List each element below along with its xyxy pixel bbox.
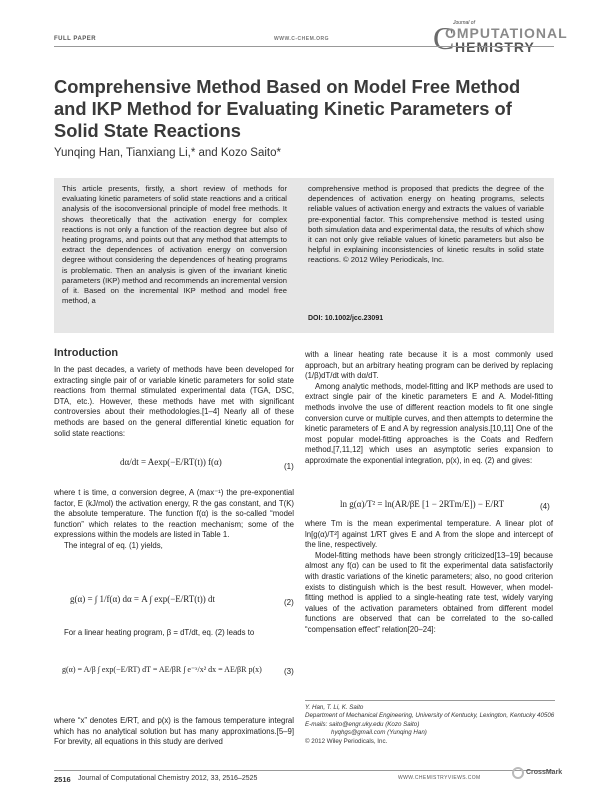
logo-computational: OMPUTATIONAL (445, 25, 568, 41)
affiliation-block (305, 704, 555, 746)
intro-paragraph-4: For a linear heating program, β = dT/dt, eq. (2) leads to (64, 628, 255, 637)
header-url[interactable]: WWW.C-CHEM.ORG (274, 36, 330, 42)
abstract-box (54, 178, 554, 333)
header-section-label: FULL PAPER (54, 36, 97, 42)
right-paragraph-4: Model-fitting methods have been strongly criticized[13–19] because almost any f(α) can be used to fit the experimental data satisfactorily with drastic variations of the kinetic parameters; also, no good criterion exists to distinguish which is the best result. However, when model-fitting method is applied to a single-heating rate test, widely varying values of the activation parameters obtained from different model functions are observed that can be correlated to the so-called “compensation effect” relation[20–24]: (305, 550, 553, 634)
journal-logo (433, 20, 583, 60)
left-column (54, 365, 294, 439)
affiliation-rule (305, 700, 555, 701)
footer-citation: Journal of Computational Chemistry 2012, 33, 2516–2525 (78, 775, 258, 782)
right-paragraph-1: with a linear heating rate because it is a most commonly used approach, but an arbitrary heating program can be derived by replacing (1/β)dT/dt with dα/dT. (305, 350, 553, 381)
equation-3-number: (3) (284, 667, 294, 676)
affiliation-email-2[interactable]: hyqhgs@gmail.com (Yunqing Han) (331, 729, 427, 737)
intro-paragraph-3: The integral of eq. (1) yields, (64, 540, 163, 550)
affiliation-dept: Department of Mechanical Engineering, University of Kentucky, Lexington, Kentucky 40506 (305, 712, 555, 720)
header-rule (54, 46, 554, 47)
logo-initial: C (433, 20, 455, 56)
intro-paragraph-2: where t is time, α conversion degree, A (max⁻¹) the pre-exponential factor, E (kJ/mol) the activation energy, R the gas constant, and T(K) the absolute temperature. The function f(α) is the so-called “model function” which relates to the reaction mechanism; some of the expressions within the models are listed in Table 1. (54, 488, 294, 540)
doi[interactable]: DOI: 10.1002/jcc.23091 (308, 315, 384, 322)
equation-4: ln g(α)/T² = ln(AR/βE [1 − 2RTm/E]) − E/RT (340, 499, 505, 509)
affiliation-copyright: © 2012 Wiley Periodicals, Inc. (305, 737, 388, 745)
article-title: Comprehensive Method Based on Model Free Method and IKP Method for Evaluating Kinetic Parameters of Solid State Reactions (54, 76, 521, 141)
footer-rule (54, 770, 554, 771)
intro-paragraph-2-box (54, 488, 294, 552)
crossmark-badge[interactable] (512, 766, 563, 782)
abstract-col-2: comprehensive method is proposed that predicts the degree of the dependences of activation energy on heating programs, selects reliable values of activation energy and extracts the values of variable pre-exponential factor. This comprehensive method is tested using both simulation data and experimental data, the results of which show it can not only give reliable values of kinetic parameters but also be helpful in explaining inconsistencies of kinetic results in solid state reactions. © 2012 Wiley Periodicals, Inc. (308, 184, 544, 265)
right-column (305, 350, 553, 467)
equation-3: g(α) = A/β ∫ exp(−E/RT) dT = AE/βR ∫ e⁻ˣ/x² dx = AE/βR p(x) (62, 665, 262, 674)
intro-paragraph-1: In the past decades, a variety of methods have been developed for extracting single pair of or variable kinetic parameters for solid state reactions from thermal stimulated experimental data (TGA, DSC, DTA, etc.). However, these methods have met with significant controversies about their methodologies.[1–4] Nearly all of these methods are based on the general differential kinetic equation for solid state reactions: (54, 365, 294, 438)
affiliation-email-1[interactable]: E-mails: saito@engr.uky.edu (Kozo Saito) (305, 720, 420, 728)
footer-url[interactable]: WWW.CHEMISTRYVIEWS.COM (398, 775, 481, 781)
author-list: Yunqing Han, Tianxiang Li,* and Kozo Saito* (54, 147, 281, 159)
abstract-col-1: This article presents, firstly, a short review of methods for evaluating kinetic parameters of solid state reactions and a critical analysis of the isoconversional principle of model free methods. It shows theoretically that the activation energy for complex reactions is not only a function of the reaction degree but also of heating programs, and points out that any method that attempts to extract the dependences of activation energy on conversion degree without considering the dependences of heating programs is problematic. Then an analysis is given of the invariant kinetic parameters (IKP) method and recommends an incremental version of it. Based on the incremental IKP method and model free method, a (62, 184, 287, 306)
equation-2-number: (2) (284, 598, 294, 607)
crossmark-label: CrossMark (526, 769, 563, 776)
equation-2: g(α) = ∫ 1/f(α) dα = A ∫ exp(−E/RT(t)) dt (70, 594, 215, 604)
equation-1-number: (1) (284, 462, 294, 471)
affiliation-names: Y. Han, T. Li, K. Saito (305, 704, 364, 711)
logo-journal-of: Journal of (453, 20, 475, 26)
right-paragraph-3-box (305, 519, 553, 636)
equation-4-number: (4) (540, 502, 550, 511)
intro-paragraph-5-box (54, 716, 294, 748)
equation-1: dα/dt = Aexp(−E/RT(t)) f(α) (120, 457, 222, 467)
right-paragraph-2: Among analytic methods, model-fitting and IKP methods are used to extract single pair of the kinetic parameters E and A. Model-fitting methods involve the use of different reaction models to fit one single conversion curve or multiple curves, and then attempts to determine the kinetic parameters of E and A by regression analysis.[10,11] One of the most popular model-fitting approaches is the Coats and Redfern method,[7,11,12] which uses an asymptotic series expansion to approximate the exponential integration, p(x), in eq. (2) and gives: (305, 381, 553, 465)
page-number: 2516 (54, 775, 71, 784)
intro-paragraph-5: where “x” denotes E/RT, and p(x) is the famous temperature integral which has no analytical solution but has many approximations.[5–9] For brevity, all equations in this study are derived (54, 716, 294, 747)
crossmark-icon (512, 767, 524, 779)
right-paragraph-3: where Tm is the mean experimental temperature. A linear plot of ln[g(α)/T²] against 1/RT gives E and A from the slope and intercept of the line, respectively. (305, 519, 553, 550)
intro-paragraph-4-box (54, 628, 294, 639)
logo-chemistry: HEMISTRY (455, 39, 535, 55)
intro-heading: Introduction (54, 347, 119, 359)
